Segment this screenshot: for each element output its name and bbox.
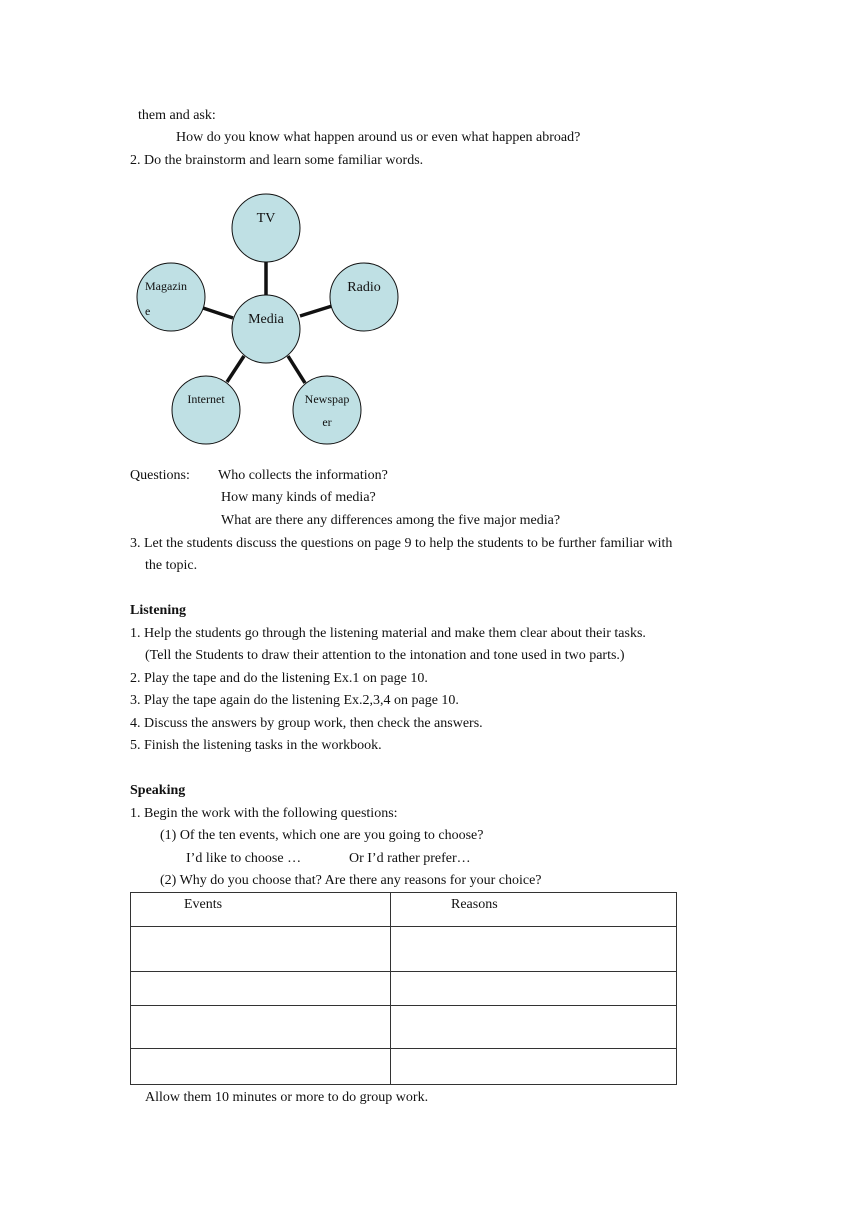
table-row (131, 1006, 677, 1049)
step-3-text: 3. Let the students discuss the questions on page 9 to help the students to be further familiar with (130, 536, 673, 551)
connector-magazine (203, 308, 233, 318)
node-internet (172, 376, 240, 444)
step-3-text-cont: the topic. (145, 558, 198, 573)
node-media (232, 295, 300, 363)
media-brainstorm-diagram (0, 0, 860, 460)
connector-radio (300, 306, 332, 316)
events-reasons-table (130, 892, 677, 1085)
node-tv (232, 194, 300, 262)
listening-item: 3. Play the tape again do the listening Ex.2,3,4 on page 10. (130, 693, 459, 708)
listening-item: 4. Discuss the answers by group work, then check the answers. (130, 716, 483, 731)
table-row (131, 972, 677, 1006)
node-tv-label: TV (256, 211, 276, 226)
table-cell-reason[interactable] (391, 1006, 677, 1049)
table-cell-event[interactable] (131, 972, 391, 1006)
step-2-text: 2. Do the brainstorm and learn some familiar words. (130, 153, 424, 168)
table-cell-reason[interactable] (391, 1049, 677, 1085)
node-newspaper-label-1: Newspap (304, 392, 350, 406)
intro-line: them and ask: (138, 108, 216, 123)
connector-internet (227, 356, 244, 382)
node-newspaper (293, 376, 361, 444)
node-magazine-label-1: Magazin (145, 279, 187, 293)
table-cell-event[interactable] (131, 1006, 391, 1049)
node-magazine-label-2: e (145, 304, 151, 318)
table-header-cell (131, 893, 391, 927)
node-radio-label: Radio (347, 280, 381, 295)
connector-newspaper (288, 356, 305, 383)
listening-item: 2. Play the tape and do the listening Ex.1 on page 10. (130, 671, 428, 686)
listening-heading: Listening (130, 603, 187, 618)
question-2: How many kinds of media? (221, 490, 376, 505)
speaking-item-1: 1. Begin the work with the following questions: (130, 806, 398, 821)
node-newspaper-label-2: er (322, 415, 332, 429)
speaking-answer-b: Or I’d rather prefer… (349, 851, 471, 866)
node-radio (330, 263, 398, 331)
listening-item: 1. Help the students go through the listening material and make them clear about their tasks. (130, 626, 646, 641)
speaking-heading: Speaking (130, 783, 186, 798)
intro-question: How do you know what happen around us or even what happen abroad? (176, 130, 581, 145)
table-header-cell (391, 893, 677, 927)
questions-label: Questions: (130, 468, 190, 483)
table-cell-reason[interactable] (391, 927, 677, 972)
node-media-label: Media (248, 312, 284, 327)
speaking-question-1: (1) Of the ten events, which one are you going to choose? (160, 828, 484, 843)
table-cell-event[interactable] (131, 1049, 391, 1085)
speaking-answer-a: I’d like to choose … (186, 851, 302, 866)
table-header-row (131, 893, 677, 927)
question-3: What are there any differences among the five major media? (221, 513, 561, 528)
table-cell-event[interactable] (131, 927, 391, 972)
closing-text: Allow them 10 minutes or more to do group work. (145, 1090, 429, 1105)
node-magazine (137, 263, 205, 331)
table-row (131, 927, 677, 972)
question-1: Who collects the information? (218, 468, 388, 483)
listening-item: 5. Finish the listening tasks in the workbook. (130, 738, 382, 753)
header-events: Events (184, 897, 223, 912)
node-internet-label: Internet (187, 392, 225, 406)
table-row (131, 1049, 677, 1085)
listening-item: (Tell the Students to draw their attention to the intonation and tone used in two parts.) (145, 648, 625, 663)
header-reasons: Reasons (451, 897, 498, 912)
speaking-question-2: (2) Why do you choose that? Are there any reasons for your choice? (160, 873, 542, 888)
table-cell-reason[interactable] (391, 972, 677, 1006)
